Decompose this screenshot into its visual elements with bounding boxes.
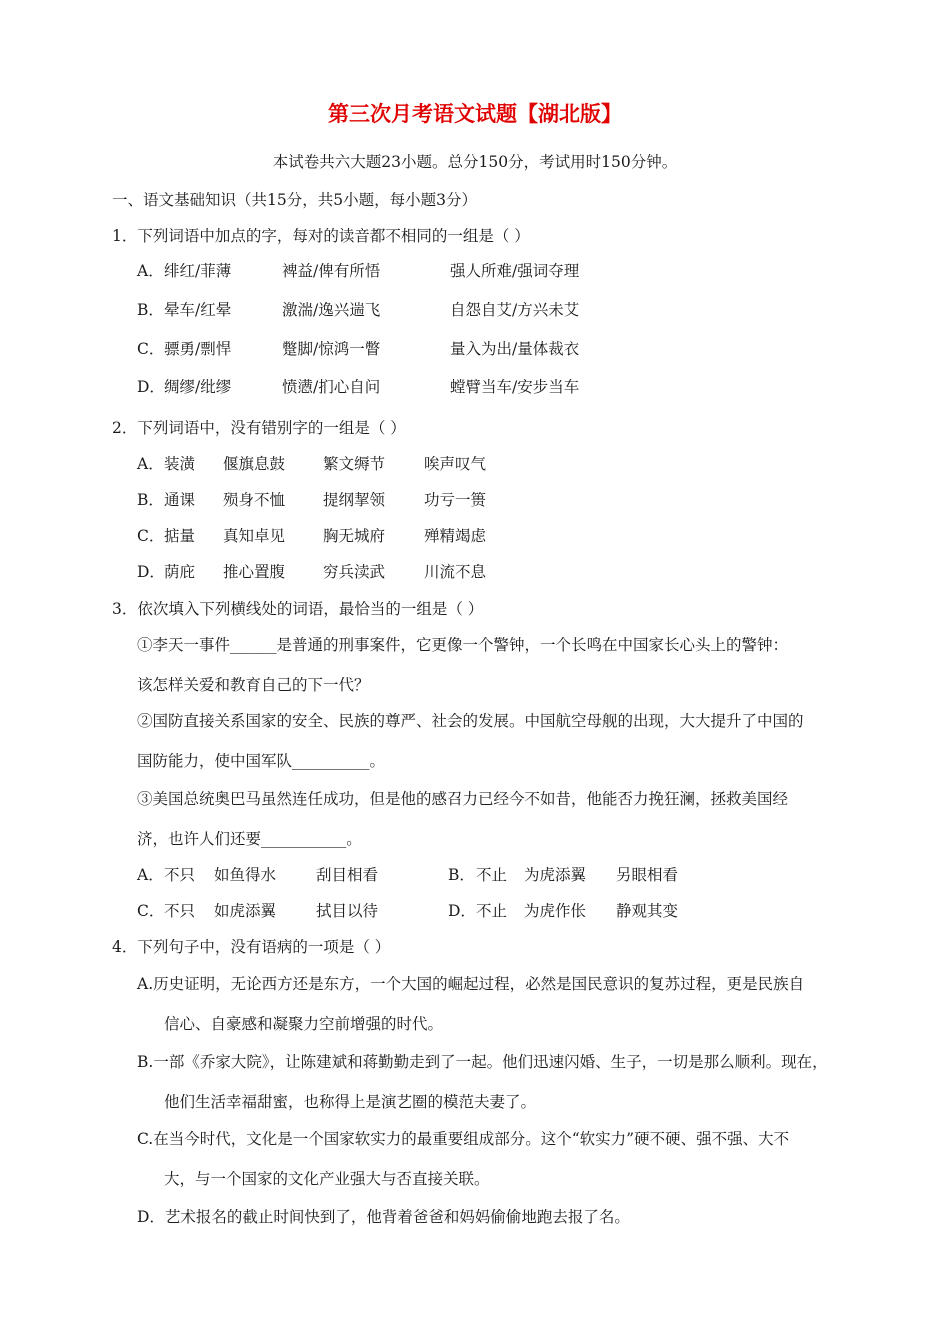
option-label: D． [448, 902, 476, 920]
option-choice: 拭目以待 [316, 902, 379, 920]
option-choice: 不只 [164, 902, 196, 920]
option-label: B． [137, 301, 164, 319]
option-choice: 自怨自艾/方兴未艾 [450, 301, 580, 319]
option-choice: 如鱼得水 [214, 866, 277, 884]
question-3-stem: 3．依次填入下列横线处的词语，最恰当的一组是（ ） [112, 600, 484, 618]
section-heading: 一、语文基础知识（共15分，共5小题，每小题3分） [112, 191, 477, 209]
option-choice: 功亏一篑 [424, 491, 487, 509]
option-choice: 偃旗息鼓 [223, 455, 286, 473]
option-choice: 不止 [476, 902, 508, 920]
sentence-1-line-2: 该怎样关爱和教育自己的下一代？ [137, 676, 370, 694]
option-choice: 胸无城府 [323, 527, 386, 545]
option-choice: 提纲挈领 [323, 491, 386, 509]
option-choice: 殚精竭虑 [424, 527, 487, 545]
option-label: A． [137, 455, 164, 473]
option-a-line-2: 信心、自豪感和凝聚力空前增强的时代。 [164, 1015, 444, 1033]
option-label: C． [137, 340, 165, 358]
option-choice: 静观其变 [616, 902, 679, 920]
sentence-1-line-1: ①李天一事件______是普通的刑事案件，它更像一个警钟，一个长鸣在中国家长心头上的警钟： [137, 636, 789, 654]
option-choice: 通课 [164, 491, 196, 509]
option-choice: 不止 [476, 866, 508, 884]
option-choice: 螳臂当车/安步当车 [450, 378, 580, 396]
option-b-line-2: 他们生活幸福甜蜜，也称得上是演艺圈的模范夫妻了。 [164, 1093, 537, 1111]
option-c-line-2: 大，与一个国家的文化产业强大与否直接关联。 [164, 1170, 490, 1188]
option-choice: 为虎作伥 [524, 902, 587, 920]
sentence-3-line-1: ③美国总统奥巴马虽然连任成功，但是他的感召力已经今不如昔，他能否力挽狂澜，拯救美国经 [137, 790, 789, 808]
option-choice: 不只 [164, 866, 196, 884]
question-4-stem: 4．下列句子中，没有语病的一项是（ ） [112, 938, 391, 956]
option-label: D． [137, 378, 165, 396]
option-choice: 裨益/俾有所悟 [282, 262, 381, 280]
option-label: C． [137, 527, 165, 545]
question-1-stem: 1．下列词语中加点的字，每对的读音都不相同的一组是（ ） [112, 227, 530, 245]
option-choice: 唉声叹气 [424, 455, 487, 473]
option-choice: 刮目相看 [316, 866, 379, 884]
option-choice: 殒身不恤 [223, 491, 286, 509]
option-choice: 真知卓见 [223, 527, 286, 545]
option-choice: 荫庇 [164, 563, 196, 581]
option-choice: 绸缪/纰缪 [164, 378, 232, 396]
sentence-2-line-1: ②国防直接关系国家的安全、民族的尊严、社会的发展。中国航空母舰的出现，大大提升了中国的 [137, 712, 804, 730]
option-choice: 量入为出/量体裁衣 [450, 340, 580, 358]
sentence-2-line-2: 国防能力，使中国军队__________。 [137, 752, 386, 770]
option-choice: 晕车/红晕 [164, 301, 232, 319]
option-choice: 装潢 [164, 455, 196, 473]
option-choice: 愤懑/扪心自问 [282, 378, 381, 396]
option-choice: 骠勇/剽悍 [164, 340, 232, 358]
option-choice: 川流不息 [424, 563, 487, 581]
question-2-stem: 2．下列词语中，没有错别字的一组是（ ） [112, 419, 406, 437]
option-choice: 穷兵渎武 [323, 563, 386, 581]
exam-intro: 本试卷共六大题23小题。总分150分，考试用时150分钟。 [272, 153, 678, 171]
option-label: D． [137, 563, 165, 581]
option-choice: 如虎添翼 [214, 902, 277, 920]
sentence-3-line-2: 济，也许人们还要___________。 [137, 830, 362, 848]
option-choice: 强人所难/强词夺理 [450, 262, 580, 280]
option-choice: 推心置腹 [223, 563, 286, 581]
option-b-line-1: B.一部《乔家大院》，让陈建斌和蒋勤勤走到了一起。他们迅速闪婚、生子，一切是那么顺利。现在， [137, 1053, 828, 1071]
option-choice: 激湍/逸兴遄飞 [282, 301, 381, 319]
option-label: B． [448, 866, 475, 884]
option-choice: 为虎添翼 [524, 866, 587, 884]
option-d-line-1: D．艺术报名的截止时间快到了，他背着爸爸和妈妈偷偷地跑去报了名。 [137, 1208, 630, 1226]
option-choice: 繁文缛节 [323, 455, 386, 473]
option-choice: 掂量 [164, 527, 196, 545]
option-a-line-1: A.历史证明，无论西方还是东方，一个大国的崛起过程，必然是国民意识的复苏过程，更是民族自 [137, 975, 805, 993]
option-label: C． [137, 902, 165, 920]
option-choice: 绯红/菲薄 [164, 262, 232, 280]
option-label: A． [137, 866, 164, 884]
option-choice: 另眼相看 [616, 866, 679, 884]
option-choice: 蹩脚/惊鸿一瞥 [282, 340, 381, 358]
option-label: A． [137, 262, 164, 280]
page-title: 第三次月考语文试题【湖北版】 [328, 102, 622, 126]
option-label: B． [137, 491, 164, 509]
option-c-line-1: C.在当今时代，文化是一个国家软实力的最重要组成部分。这个“软实力”硬不硬、强不强、大不 [137, 1130, 790, 1148]
